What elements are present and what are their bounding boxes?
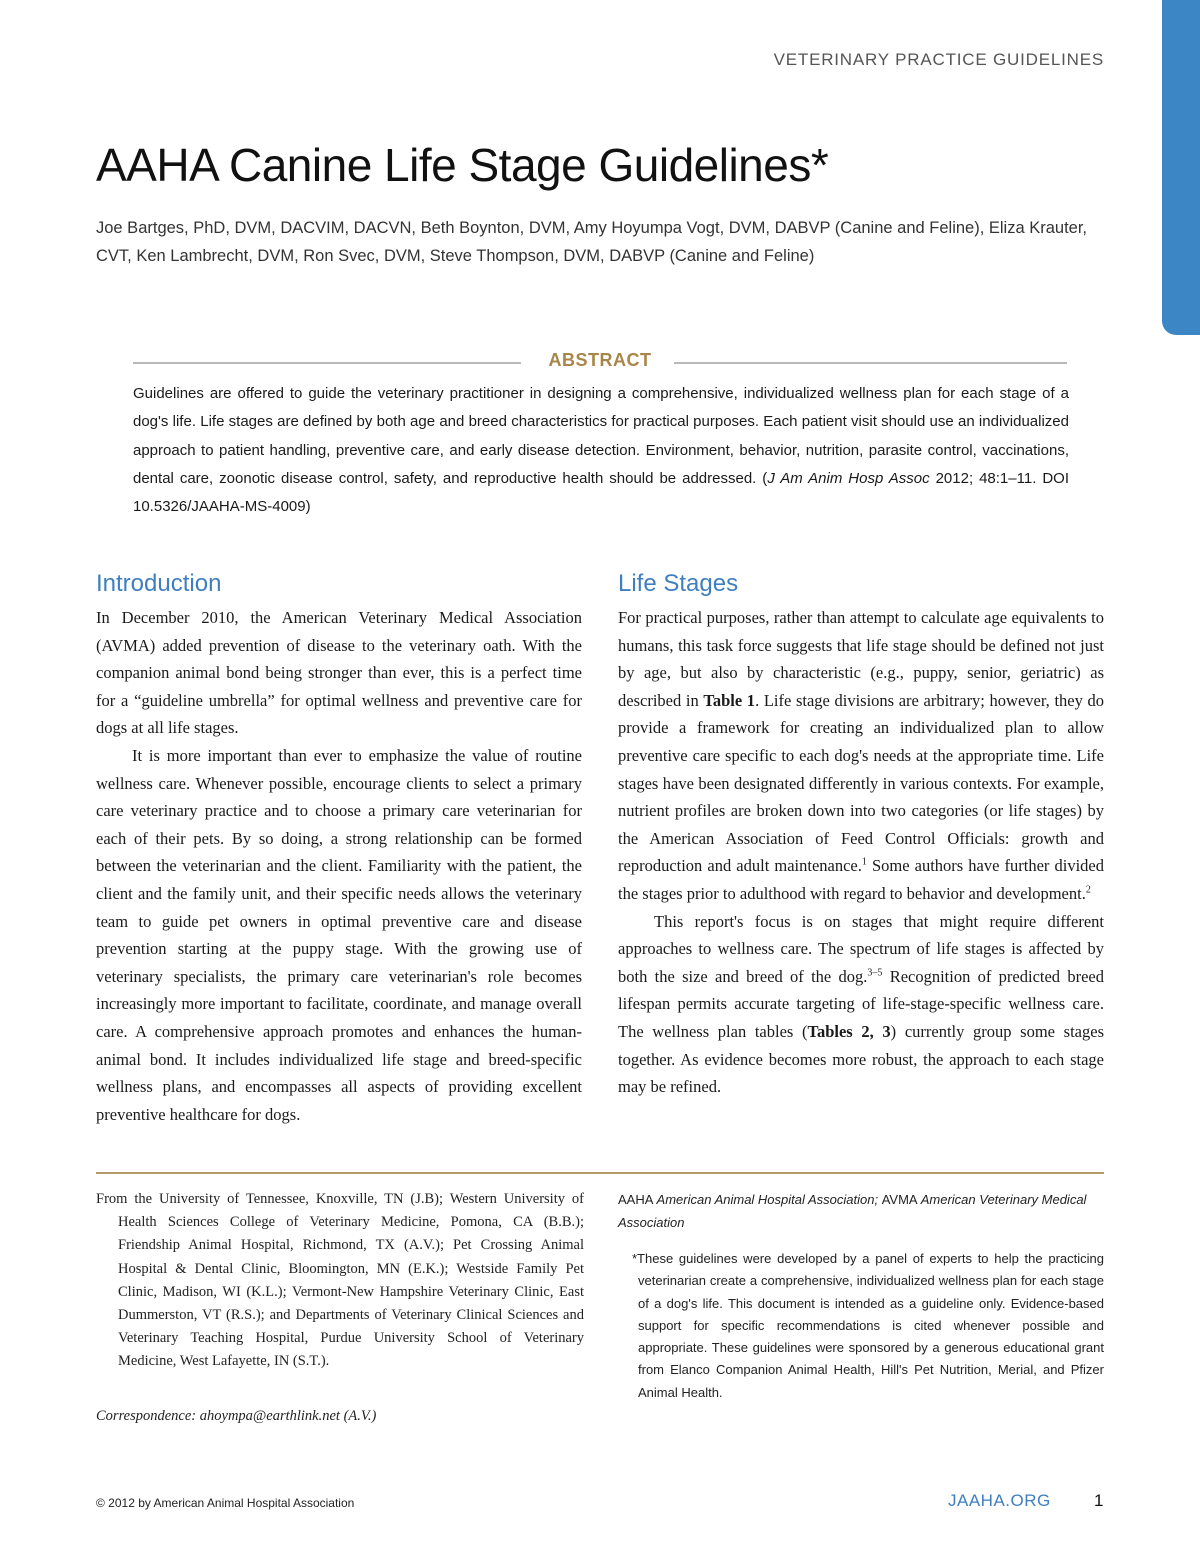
correspondence-note: Correspondence: ahoympa@earthlink.net (A.V.) bbox=[96, 1408, 377, 1424]
introduction-paragraph-1: In December 2010, the American Veterinary Medical Association (AVMA) added prevention of disease to the veterinary oath. With the companion animal bond being stronger than ever, this is a perfect time for a “guideline umbrella” for optimal wellness and preventive care for dogs at all life stages. bbox=[96, 608, 582, 738]
page-number: 1 bbox=[1094, 1491, 1104, 1510]
life-stages-p1-text-b: . Life stage divisions are arbitrary; however, they do provide a framework for creating an individualized plan to allow preventive care specific to each dog's needs at the appropriate time. Life stages have been designated differently in various contexts. For example, nutrient profiles are broken down into two categories (or life stages) by the American Association of Feed Control Officials: growth and reproduction and adult maintenance. bbox=[618, 690, 1104, 876]
abbreviations-note bbox=[618, 1188, 1104, 1234]
introduction-column bbox=[96, 566, 582, 1128]
abbr-avma-def: American Veterinary Medical Association bbox=[618, 1192, 1087, 1230]
abbr-aaha-def: American Animal Hospital Association; bbox=[653, 1192, 882, 1207]
author-affiliations bbox=[96, 1188, 584, 1374]
abstract-rule-right bbox=[674, 362, 1067, 364]
life-stages-paragraph-1 bbox=[618, 604, 1104, 908]
tables-2-3-reference[interactable]: Tables 2, 3 bbox=[807, 1021, 891, 1041]
abstract-citation-journal: J Am Anim Hosp Assoc bbox=[767, 469, 930, 487]
life-stages-p2-text-a: This report's focus is on stages that might require different approaches to wellness care. The spectrum of life stages is affected by both the size and breed of the dog. bbox=[618, 911, 1104, 986]
citation-1[interactable]: 1 bbox=[861, 856, 867, 868]
side-color-tab bbox=[1162, 0, 1200, 335]
journal-site-link[interactable]: JAAHA.ORG bbox=[948, 1491, 1051, 1510]
abstract-body-text: Guidelines are offered to guide the veterinary practitioner in designing a comprehensive, individualized wellness plan for each stage of a dog's life. Life stages are defined by both age and breed characteristics for practical purposes. Each patient visit should use an individualized approach to patient handling, preventive care, and early disease detection. Environment, behavior, nutrition, parasite control, vaccinations, dental care, zoonotic disease control, safety, and reproductive health should be addressed. ( bbox=[133, 385, 1069, 487]
abbr-avma: AVMA bbox=[881, 1192, 918, 1207]
article-title: AAHA Canine Life Stage Guidelines* bbox=[96, 139, 829, 191]
life-stages-p2-text-b: Recognition of predicted breed lifespan permits accurate targeting of life-stage-specific wellness care. The wellness plan tables ( bbox=[618, 966, 1104, 1041]
abstract-heading: ABSTRACT bbox=[548, 350, 652, 370]
citation-3-5[interactable]: 3–5 bbox=[867, 967, 883, 979]
life-stages-column bbox=[618, 566, 1104, 1101]
life-stages-p1-text-a: For practical purposes, rather than attempt to calculate age equivalents to humans, this task force suggests that life stage should be defined not just by age, but also by characteristic (e.g., puppy, senior, geriatric) as described in bbox=[618, 608, 1104, 710]
life-stages-p1-text-c: Some authors have further divided the stages prior to adulthood with regard to behavior and development. bbox=[618, 856, 1104, 903]
running-header: VETERINARY PRACTICE GUIDELINES bbox=[773, 50, 1104, 69]
abbr-aaha: AAHA bbox=[618, 1192, 654, 1207]
life-stages-heading: Life Stages bbox=[618, 570, 739, 597]
copyright-notice: © 2012 by American Animal Hospital Association bbox=[96, 1496, 355, 1510]
author-list: Joe Bartges, PhD, DVM, DACVIM, DACVN, Beth Boynton, DVM, Amy Hoyumpa Vogt, DVM, DABVP (Canine and Feline), Eliza Krauter, CVT, Ken Lambrecht, DVM, Ron Svec, DVM, Steve Thompson, DVM, DABVP (Canine and Feline) bbox=[96, 219, 1088, 265]
abstract-citation-rest: 2012; 48:1–11. DOI 10.5326/JAAHA-MS-4009) bbox=[133, 469, 1070, 516]
abstract-text bbox=[133, 380, 1069, 521]
affiliations-text: From the University of Tennessee, Knoxville, TN (J.B); Western University of Health Sciences College of Veterinary Medicine, Pomona, CA (B.B.); Friendship Animal Hospital, Richmond, TX (A.V.); Pet Crossing Animal Hospital & Dental Clinic, Bloomington, MN (E.K.); Westside Family Pet Clinic, Madison, WI (K.L.); Vermont-New Hampshire Veterinary Clinic, East Dummerston, VT (R.S.); and Departments of Veterinary Clinical Sciences and Veterinary Teaching Hospital, Purdue University School of Veterinary Medicine, West Lafayette, IN (S.T.). bbox=[96, 1191, 584, 1370]
footnote-divider bbox=[96, 1172, 1104, 1174]
guidelines-footnote: *These guidelines were developed by a panel of experts to help the practicing veterinarian create a comprehensive, individualized wellness plan for each stage of a dog's life. This document is intended as a guideline only. Evidence-based support for specific recommendations is cited whenever possible and appropriate. These guidelines were sponsored by a generous educational grant from Elanco Companion Animal Health, Hill's Pet Nutrition, Merial, and Pfizer Animal Health. bbox=[632, 1251, 1104, 1400]
abstract-heading-row bbox=[133, 350, 1067, 376]
life-stages-paragraph-2 bbox=[618, 908, 1104, 1101]
citation-2[interactable]: 2 bbox=[1085, 884, 1091, 896]
table-1-reference[interactable]: Table 1 bbox=[703, 690, 756, 710]
life-stages-p2-text-c: ) currently group some stages together. As evidence becomes more robust, the approach to each stage may be refined. bbox=[618, 1021, 1104, 1097]
introduction-paragraph-2: It is more important than ever to emphasize the value of routine wellness care. Whenever possible, encourage clients to select a primary care veterinary practice and to choose a primary care veterinarian for each of their pets. By so doing, a strong relationship can be formed between the veterinarian and the client. Familiarity with the patient, the client and the family unit, and their specific needs allows the veterinary team to guide pet owners in optimal preventive care and disease prevention starting at the puppy stage. With the growing use of veterinary specialists, the primary care veterinarian's role becomes increasingly more important to facilitate, coordinate, and manage overall care. A comprehensive approach promotes and enhances the human-animal bond. It includes individualized life stage and breed-specific wellness plans, and encompasses all aspects of providing excellent preventive healthcare for dogs. bbox=[96, 745, 582, 1124]
introduction-heading: Introduction bbox=[96, 570, 222, 597]
